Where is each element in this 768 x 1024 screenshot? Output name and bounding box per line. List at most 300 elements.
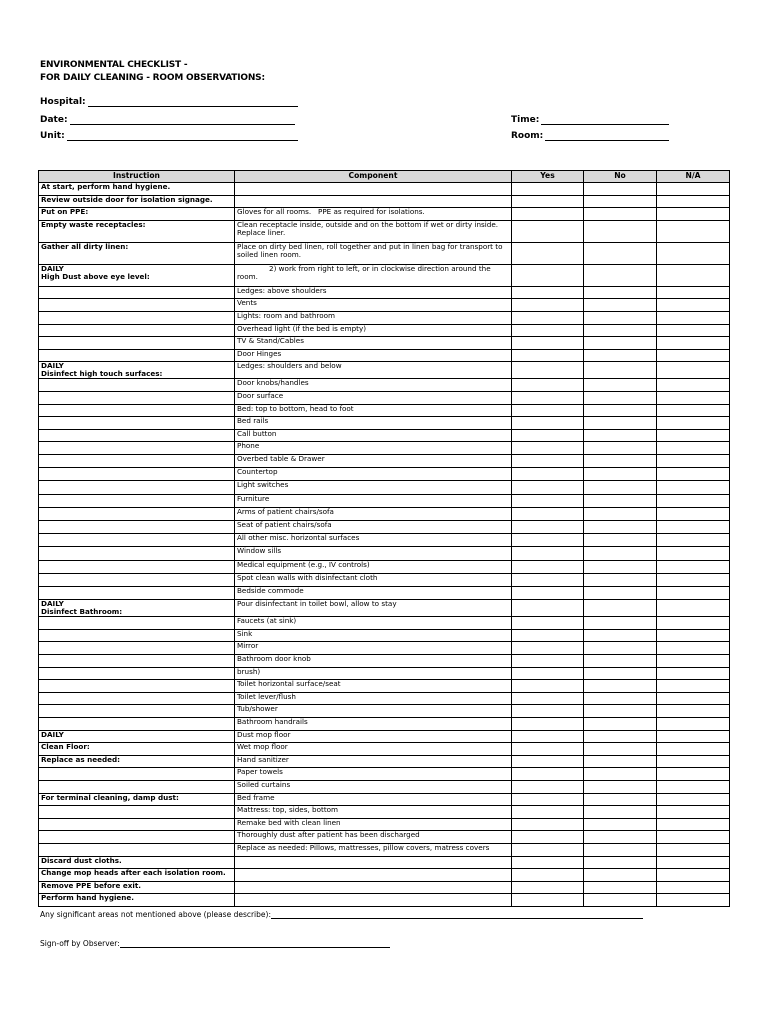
component-cell: Ledges: above shoulders	[235, 286, 512, 299]
no-check-cell[interactable]	[584, 208, 657, 221]
yes-check-cell[interactable]	[512, 667, 584, 680]
na-check-cell[interactable]	[657, 534, 730, 547]
component-cell: Mirror	[235, 642, 512, 655]
instruction-cell	[39, 417, 235, 430]
yes-check-cell[interactable]	[512, 705, 584, 718]
instruction-subtext: Disinfect Bathroom:	[41, 607, 123, 617]
table-row	[39, 494, 730, 507]
yes-check-cell[interactable]	[512, 843, 584, 856]
no-check-cell[interactable]	[584, 780, 657, 793]
instruction-cell	[39, 264, 235, 286]
yes-check-cell[interactable]	[512, 692, 584, 705]
no-check-cell[interactable]	[584, 818, 657, 831]
instruction-cell	[39, 692, 235, 705]
instruction-text: Replace as needed:	[41, 755, 121, 764]
component-cell: Dust mop floor	[235, 730, 512, 743]
no-check-cell[interactable]	[584, 768, 657, 781]
yes-check-cell[interactable]	[512, 617, 584, 630]
instruction-text: DAILY	[41, 361, 64, 371]
yes-check-cell[interactable]	[512, 183, 584, 196]
no-check-cell[interactable]	[584, 195, 657, 208]
component-cell: Wet mop floor	[235, 743, 512, 756]
yes-check-cell[interactable]	[512, 818, 584, 831]
na-check-cell[interactable]	[657, 468, 730, 481]
no-check-cell[interactable]	[584, 362, 657, 379]
na-check-cell[interactable]	[657, 667, 730, 680]
yes-check-cell[interactable]	[512, 881, 584, 894]
no-check-cell[interactable]	[584, 534, 657, 547]
na-check-cell[interactable]	[657, 818, 730, 831]
no-check-cell[interactable]	[584, 220, 657, 242]
room-input-line[interactable]	[545, 131, 669, 141]
yes-check-cell[interactable]	[512, 780, 584, 793]
na-check-cell[interactable]	[657, 730, 730, 743]
component-cell: 2) work from right to left, or in clockwise direction around the room.	[235, 264, 512, 286]
table-row	[39, 600, 730, 617]
component-cell	[235, 881, 512, 894]
yes-check-cell[interactable]	[512, 311, 584, 324]
no-check-cell[interactable]	[584, 520, 657, 533]
na-check-cell[interactable]	[657, 507, 730, 520]
no-check-cell[interactable]	[584, 481, 657, 494]
instruction-cell	[39, 311, 235, 324]
instruction-cell	[39, 881, 235, 894]
na-check-cell[interactable]	[657, 547, 730, 560]
na-check-cell[interactable]	[657, 743, 730, 756]
no-check-cell[interactable]	[584, 547, 657, 560]
instruction-cell	[39, 520, 235, 533]
no-check-cell[interactable]	[584, 429, 657, 442]
instruction-cell	[39, 705, 235, 718]
no-check-cell[interactable]	[584, 856, 657, 869]
no-check-cell[interactable]	[584, 755, 657, 768]
yes-check-cell[interactable]	[512, 242, 584, 264]
areas-input-line[interactable]	[271, 910, 643, 919]
instruction-cell	[39, 586, 235, 599]
no-check-cell[interactable]	[584, 806, 657, 819]
na-check-cell[interactable]	[657, 208, 730, 221]
no-check-cell[interactable]	[584, 560, 657, 573]
yes-check-cell[interactable]	[512, 831, 584, 844]
instruction-cell	[39, 560, 235, 573]
time-field[interactable]	[511, 115, 669, 125]
table-row	[39, 780, 730, 793]
instruction-cell	[39, 362, 235, 379]
component-cell: Vents	[235, 299, 512, 312]
instruction-text: For terminal cleaning, damp dust:	[41, 793, 179, 802]
table-row	[39, 856, 730, 869]
hospital-field[interactable]	[40, 97, 298, 107]
no-check-cell[interactable]	[584, 705, 657, 718]
signoff-field[interactable]	[40, 939, 390, 948]
no-check-cell[interactable]	[584, 264, 657, 286]
table-row	[39, 818, 730, 831]
instruction-text: DAILY	[41, 264, 64, 273]
table-row	[39, 755, 730, 768]
na-check-cell[interactable]	[657, 655, 730, 668]
yes-check-cell[interactable]	[512, 856, 584, 869]
yes-check-cell[interactable]	[512, 717, 584, 730]
yes-check-cell[interactable]	[512, 680, 584, 693]
date-field[interactable]	[40, 115, 295, 125]
na-check-cell[interactable]	[657, 520, 730, 533]
component-cell: Door Hinges	[235, 349, 512, 362]
na-check-cell[interactable]	[657, 379, 730, 392]
no-check-cell[interactable]	[584, 286, 657, 299]
table-row	[39, 242, 730, 264]
table-row	[39, 730, 730, 743]
table-row	[39, 362, 730, 379]
component-cell: Ledges: shoulders and below	[235, 362, 512, 379]
yes-check-cell[interactable]	[512, 220, 584, 242]
table-row	[39, 560, 730, 573]
signoff-label: Sign-off by Observer:	[40, 939, 120, 948]
component-cell: Countertop	[235, 468, 512, 481]
no-check-cell[interactable]	[584, 617, 657, 630]
component-cell: All other misc. horizontal surfaces	[235, 534, 512, 547]
table-row	[39, 264, 730, 286]
instruction-cell	[39, 195, 235, 208]
table-row	[39, 286, 730, 299]
instruction-cell	[39, 494, 235, 507]
na-check-cell[interactable]	[657, 195, 730, 208]
unit-label: Unit:	[40, 131, 65, 141]
yes-check-cell[interactable]	[512, 755, 584, 768]
no-check-cell[interactable]	[584, 417, 657, 430]
yes-check-cell[interactable]	[512, 600, 584, 617]
no-check-cell[interactable]	[584, 507, 657, 520]
table-row	[39, 806, 730, 819]
yes-check-cell[interactable]	[512, 793, 584, 806]
no-check-cell[interactable]	[584, 881, 657, 894]
na-check-cell[interactable]	[657, 220, 730, 242]
table-row	[39, 349, 730, 362]
yes-check-cell[interactable]	[512, 894, 584, 907]
na-check-cell[interactable]	[657, 843, 730, 856]
table-row	[39, 869, 730, 882]
na-check-cell[interactable]	[657, 780, 730, 793]
unit-field[interactable]	[40, 131, 298, 141]
date-input-line[interactable]	[70, 115, 295, 125]
table-row	[39, 831, 730, 844]
no-check-cell[interactable]	[584, 242, 657, 264]
yes-check-cell[interactable]	[512, 642, 584, 655]
instruction-cell	[39, 429, 235, 442]
yes-check-cell[interactable]	[512, 806, 584, 819]
instruction-cell	[39, 856, 235, 869]
component-cell: Bedside commode	[235, 586, 512, 599]
yes-check-cell[interactable]	[512, 730, 584, 743]
component-cell: Seat of patient chairs/sofa	[235, 520, 512, 533]
table-row	[39, 573, 730, 586]
instruction-cell	[39, 655, 235, 668]
table-row	[39, 195, 730, 208]
instruction-text: Change mop heads after each isolation room.	[41, 868, 226, 878]
yes-check-cell[interactable]	[512, 494, 584, 507]
room-field[interactable]	[511, 131, 669, 141]
component-cell: Pour disinfectant in toilet bowl, allow to stay	[235, 600, 512, 617]
no-check-cell[interactable]	[584, 600, 657, 617]
component-cell: Mattress: top, sides, bottom	[235, 806, 512, 819]
table-row	[39, 520, 730, 533]
no-check-cell[interactable]	[584, 442, 657, 455]
component-cell: Faucets (at sink)	[235, 617, 512, 630]
na-check-cell[interactable]	[657, 183, 730, 196]
date-label: Date:	[40, 115, 68, 125]
yes-check-cell[interactable]	[512, 573, 584, 586]
yes-check-cell[interactable]	[512, 468, 584, 481]
component-cell: Overbed table & Drawer	[235, 455, 512, 468]
no-check-cell[interactable]	[584, 843, 657, 856]
na-check-cell[interactable]	[657, 417, 730, 430]
no-check-cell[interactable]	[584, 655, 657, 668]
no-check-cell[interactable]	[584, 629, 657, 642]
component-cell: TV & Stand/Cables	[235, 337, 512, 350]
na-check-cell[interactable]	[657, 324, 730, 337]
instruction-cell	[39, 220, 235, 242]
col-header-no: No	[584, 171, 657, 183]
na-check-cell[interactable]	[657, 600, 730, 617]
na-check-cell[interactable]	[657, 586, 730, 599]
no-check-cell[interactable]	[584, 468, 657, 481]
areas-label: Any significant areas not mentioned above (please describe):	[40, 910, 271, 919]
yes-check-cell[interactable]	[512, 324, 584, 337]
na-check-cell[interactable]	[657, 717, 730, 730]
instruction-cell	[39, 242, 235, 264]
table-row	[39, 507, 730, 520]
component-cell	[235, 894, 512, 907]
yes-check-cell[interactable]	[512, 429, 584, 442]
yes-check-cell[interactable]	[512, 520, 584, 533]
component-cell: Door surface	[235, 392, 512, 405]
unit-input-line[interactable]	[67, 131, 298, 141]
no-check-cell[interactable]	[584, 324, 657, 337]
checklist-table	[38, 170, 730, 907]
no-check-cell[interactable]	[584, 667, 657, 680]
yes-check-cell[interactable]	[512, 586, 584, 599]
yes-check-cell[interactable]	[512, 195, 584, 208]
component-cell	[235, 183, 512, 196]
component-cell: Sink	[235, 629, 512, 642]
no-check-cell[interactable]	[584, 573, 657, 586]
yes-check-cell[interactable]	[512, 743, 584, 756]
yes-check-cell[interactable]	[512, 768, 584, 781]
instruction-cell	[39, 869, 235, 882]
yes-check-cell[interactable]	[512, 208, 584, 221]
component-cell: Clean receptacle inside, outside and on the bottom if wet or dirty inside. Replace liner.	[235, 220, 512, 242]
na-check-cell[interactable]	[657, 404, 730, 417]
component-cell: Arms of patient chairs/sofa	[235, 507, 512, 520]
na-check-cell[interactable]	[657, 337, 730, 350]
instruction-cell	[39, 573, 235, 586]
yes-check-cell[interactable]	[512, 547, 584, 560]
yes-check-cell[interactable]	[512, 507, 584, 520]
na-check-cell[interactable]	[657, 349, 730, 362]
na-check-cell[interactable]	[657, 264, 730, 286]
na-check-cell[interactable]	[657, 831, 730, 844]
component-cell: Bed frame	[235, 793, 512, 806]
table-row	[39, 455, 730, 468]
areas-field[interactable]	[40, 910, 643, 919]
na-check-cell[interactable]	[657, 481, 730, 494]
instruction-subtext: High Dust above eye level:	[41, 271, 150, 281]
table-row	[39, 768, 730, 781]
na-check-cell[interactable]	[657, 869, 730, 882]
no-check-cell[interactable]	[584, 404, 657, 417]
na-check-cell[interactable]	[657, 642, 730, 655]
na-check-cell[interactable]	[657, 392, 730, 405]
na-check-cell[interactable]	[657, 429, 730, 442]
instruction-cell	[39, 780, 235, 793]
no-check-cell[interactable]	[584, 642, 657, 655]
instruction-text: Clean Floor:	[41, 742, 90, 752]
table-row	[39, 208, 730, 221]
hospital-label: Hospital:	[40, 97, 86, 107]
na-check-cell[interactable]	[657, 286, 730, 299]
form-title-line2: FOR DAILY CLEANING - ROOM OBSERVATIONS:	[40, 73, 265, 83]
yes-check-cell[interactable]	[512, 392, 584, 405]
no-check-cell[interactable]	[584, 680, 657, 693]
component-cell: Remake bed with clean linen	[235, 818, 512, 831]
na-check-cell[interactable]	[657, 793, 730, 806]
yes-check-cell[interactable]	[512, 337, 584, 350]
col-header-yes: Yes	[512, 171, 584, 183]
component-cell: Toilet horizontal surface/seat	[235, 680, 512, 693]
no-check-cell[interactable]	[584, 311, 657, 324]
na-check-cell[interactable]	[657, 881, 730, 894]
no-check-cell[interactable]	[584, 392, 657, 405]
instruction-cell	[39, 534, 235, 547]
instruction-cell	[39, 743, 235, 756]
no-check-cell[interactable]	[584, 494, 657, 507]
instruction-text: Discard dust cloths.	[41, 856, 122, 865]
instruction-cell	[39, 337, 235, 350]
yes-check-cell[interactable]	[512, 362, 584, 379]
yes-check-cell[interactable]	[512, 655, 584, 668]
no-check-cell[interactable]	[584, 379, 657, 392]
yes-check-cell[interactable]	[512, 417, 584, 430]
instruction-cell	[39, 547, 235, 560]
na-check-cell[interactable]	[657, 680, 730, 693]
yes-check-cell[interactable]	[512, 869, 584, 882]
instruction-cell	[39, 208, 235, 221]
yes-check-cell[interactable]	[512, 481, 584, 494]
na-check-cell[interactable]	[657, 362, 730, 379]
na-check-cell[interactable]	[657, 242, 730, 264]
table-row	[39, 680, 730, 693]
na-check-cell[interactable]	[657, 856, 730, 869]
na-check-cell[interactable]	[657, 692, 730, 705]
instruction-cell	[39, 468, 235, 481]
na-check-cell[interactable]	[657, 629, 730, 642]
table-row	[39, 481, 730, 494]
na-check-cell[interactable]	[657, 442, 730, 455]
yes-check-cell[interactable]	[512, 299, 584, 312]
component-cell: Thoroughly dust after patient has been discharged	[235, 831, 512, 844]
yes-check-cell[interactable]	[512, 455, 584, 468]
no-check-cell[interactable]	[584, 894, 657, 907]
hospital-input-line[interactable]	[88, 97, 298, 107]
yes-check-cell[interactable]	[512, 534, 584, 547]
yes-check-cell[interactable]	[512, 286, 584, 299]
yes-check-cell[interactable]	[512, 349, 584, 362]
table-row	[39, 220, 730, 242]
component-cell: Overhead light (if the bed is empty)	[235, 324, 512, 337]
na-check-cell[interactable]	[657, 617, 730, 630]
no-check-cell[interactable]	[584, 455, 657, 468]
table-row	[39, 324, 730, 337]
na-check-cell[interactable]	[657, 768, 730, 781]
no-check-cell[interactable]	[584, 831, 657, 844]
yes-check-cell[interactable]	[512, 404, 584, 417]
instruction-cell	[39, 392, 235, 405]
instruction-cell	[39, 455, 235, 468]
na-check-cell[interactable]	[657, 299, 730, 312]
table-row	[39, 642, 730, 655]
na-check-cell[interactable]	[657, 755, 730, 768]
col-header-na: N/A	[657, 171, 730, 183]
no-check-cell[interactable]	[584, 730, 657, 743]
component-cell: Phone	[235, 442, 512, 455]
instruction-cell	[39, 642, 235, 655]
no-check-cell[interactable]	[584, 869, 657, 882]
no-check-cell[interactable]	[584, 793, 657, 806]
na-check-cell[interactable]	[657, 806, 730, 819]
component-cell: Window sills	[235, 547, 512, 560]
no-check-cell[interactable]	[584, 586, 657, 599]
signoff-input-line[interactable]	[120, 939, 390, 948]
table-row	[39, 183, 730, 196]
table-header-row	[39, 171, 730, 183]
no-check-cell[interactable]	[584, 183, 657, 196]
yes-check-cell[interactable]	[512, 629, 584, 642]
yes-check-cell[interactable]	[512, 442, 584, 455]
table-row	[39, 429, 730, 442]
instruction-text: DAILY	[41, 730, 64, 739]
instruction-cell	[39, 183, 235, 196]
component-cell: Call button	[235, 429, 512, 442]
component-cell: Bathroom handrails	[235, 717, 512, 730]
table-row	[39, 442, 730, 455]
component-cell: Door knobs/handles	[235, 379, 512, 392]
na-check-cell[interactable]	[657, 894, 730, 907]
no-check-cell[interactable]	[584, 299, 657, 312]
instruction-cell	[39, 404, 235, 417]
instruction-text: At start, perform hand hygiene.	[41, 182, 171, 191]
na-check-cell[interactable]	[657, 573, 730, 586]
na-check-cell[interactable]	[657, 455, 730, 468]
no-check-cell[interactable]	[584, 349, 657, 362]
component-cell: Gloves for all rooms. PPE as required for isolations.	[235, 208, 512, 221]
na-check-cell[interactable]	[657, 560, 730, 573]
no-check-cell[interactable]	[584, 692, 657, 705]
no-check-cell[interactable]	[584, 337, 657, 350]
component-cell: Bed: top to bottom, head to foot	[235, 404, 512, 417]
component-cell: Place on dirty bed linen, roll together and put in linen bag for transport to soiled linen room.	[235, 242, 512, 264]
time-input-line[interactable]	[541, 115, 669, 125]
table-row	[39, 629, 730, 642]
yes-check-cell[interactable]	[512, 264, 584, 286]
na-check-cell[interactable]	[657, 311, 730, 324]
no-check-cell[interactable]	[584, 717, 657, 730]
no-check-cell[interactable]	[584, 743, 657, 756]
na-check-cell[interactable]	[657, 705, 730, 718]
na-check-cell[interactable]	[657, 494, 730, 507]
yes-check-cell[interactable]	[512, 379, 584, 392]
yes-check-cell[interactable]	[512, 560, 584, 573]
component-cell	[235, 856, 512, 869]
instruction-cell	[39, 600, 235, 617]
